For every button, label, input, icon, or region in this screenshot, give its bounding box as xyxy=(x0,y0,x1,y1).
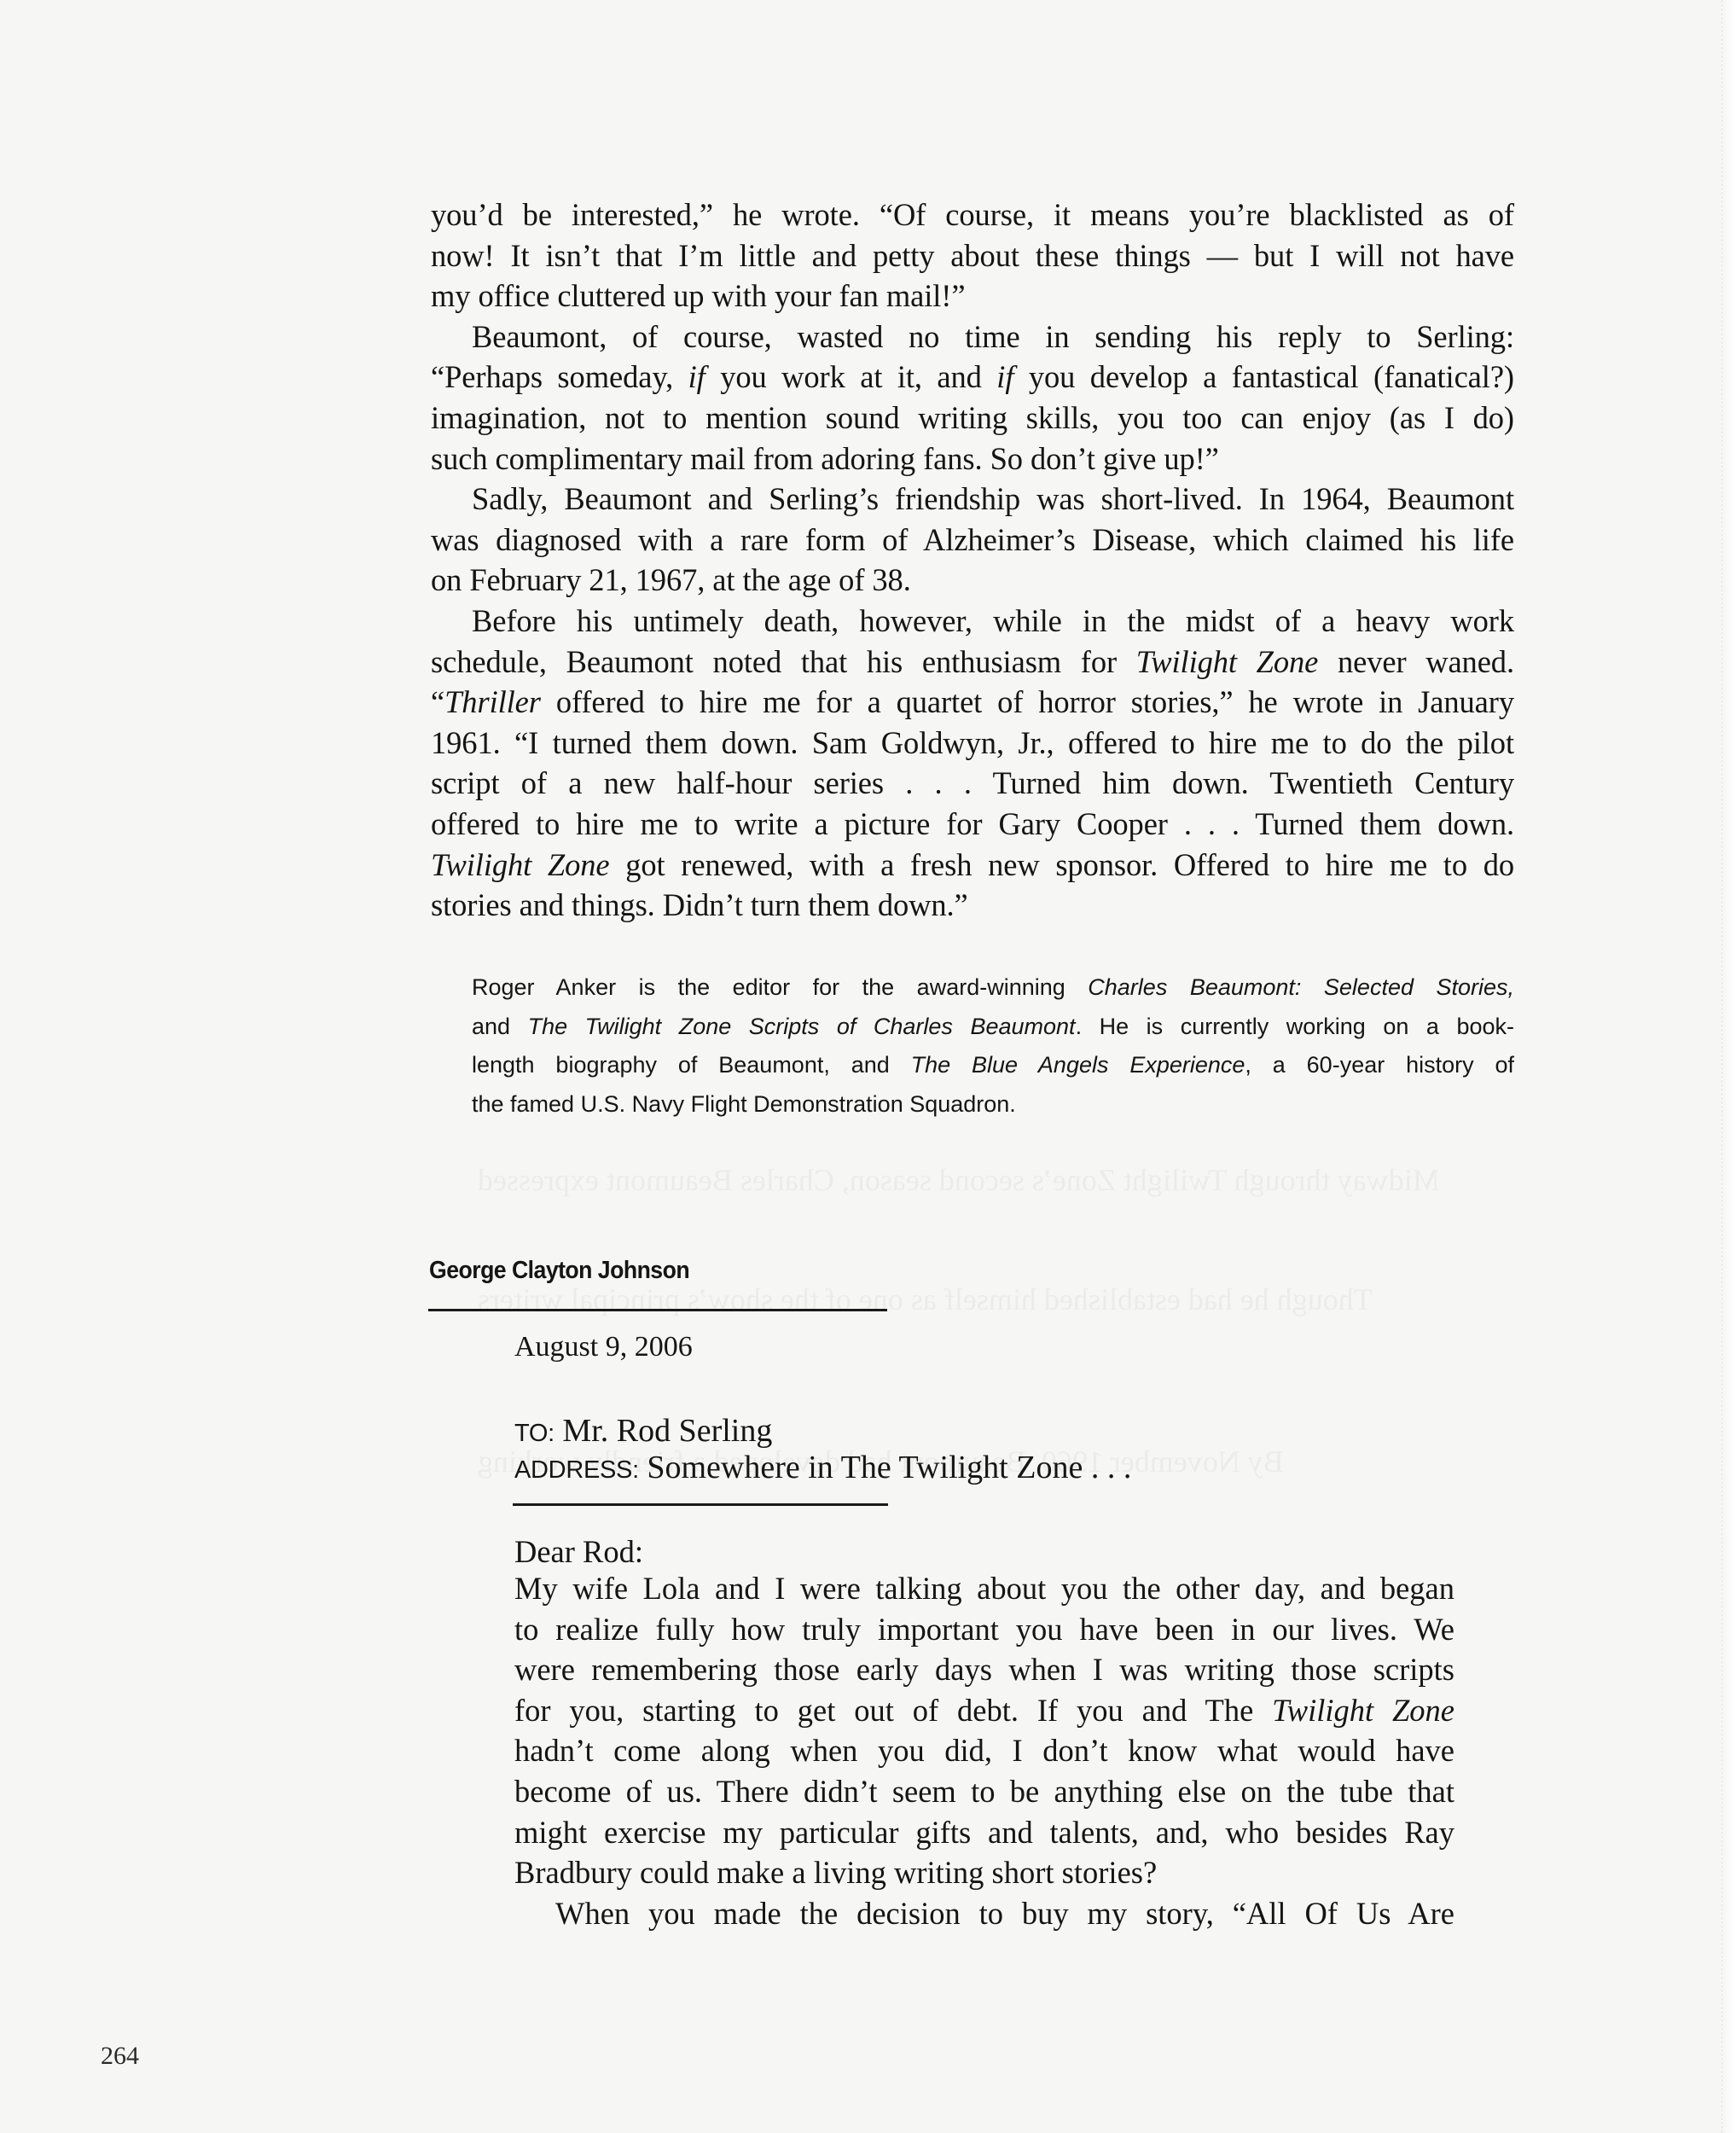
bleed-through-texture xyxy=(478,1160,1440,1201)
bio-line xyxy=(472,1008,1514,1047)
letter-salutation: Dear Rod: xyxy=(514,1534,644,1569)
italic-title: Thriller xyxy=(444,684,541,720)
text-line xyxy=(431,439,1514,479)
text-line xyxy=(431,235,1514,276)
text-run: you’d be interested,” he wrote. “Of course, it means you’re blacklisted as of xyxy=(431,197,1514,232)
text-run: my office cluttered up with your fan mail!” xyxy=(431,278,966,314)
paragraph xyxy=(431,479,1514,601)
letter-body xyxy=(514,1568,1454,1933)
italic-title: The Twilight Zone Scripts of Charles Beaumont xyxy=(527,1013,1076,1039)
bio-line xyxy=(472,1046,1514,1085)
page-number: 264 xyxy=(101,2042,139,2070)
text-run: My wife Lola and I were talking about you the other day, and began xyxy=(514,1571,1454,1606)
text-line xyxy=(431,642,1514,683)
italic-title: Charles Beaumont: Selected Stories, xyxy=(1088,974,1515,1000)
text-run: might exercise my particular gifts and talents, and, who besides Ray xyxy=(514,1814,1454,1850)
text-line xyxy=(431,357,1514,398)
text-line xyxy=(431,763,1514,804)
text-line xyxy=(431,479,1514,520)
bio-line xyxy=(472,968,1514,1008)
letter-line xyxy=(514,1649,1454,1690)
italic-title: if xyxy=(996,359,1014,395)
letter-line xyxy=(514,1609,1454,1650)
text-run: Beaumont, of course, wasted no time in sending his reply to Serling: xyxy=(472,318,1514,354)
text-run: Bradbury could make a living writing short stories? xyxy=(514,1855,1158,1891)
text-run: such complimentary mail from adoring fans. So don’t give up!” xyxy=(431,440,1219,476)
text-run: Before his untimely death, however, while in the midst of a heavy work xyxy=(472,602,1514,638)
text-run: offered to hire me for a quartet of horror stories,” he wrote in January xyxy=(540,684,1514,720)
text-run: you develop a fantastical (fanatical?) xyxy=(1013,359,1514,395)
letter-line xyxy=(514,1893,1454,1934)
to-value: Mr. Rod Serling xyxy=(554,1413,773,1449)
address-rule xyxy=(513,1503,888,1506)
text-line xyxy=(431,195,1514,235)
text-run: imagination, not to mention sound writing skills, you too can enjoy (as I do) xyxy=(431,399,1514,435)
text-run: for you, starting to get out of debt. If you and The xyxy=(514,1692,1273,1728)
text-run: the famed U.S. Navy Flight Demonstration Squadron. xyxy=(472,1090,1016,1117)
page-edge xyxy=(1721,0,1736,2133)
bio-line xyxy=(472,1085,1514,1125)
text-run: you work at it, and xyxy=(705,359,997,395)
text-line xyxy=(431,804,1514,845)
address-value: Somewhere in The Twilight Zone . . . xyxy=(638,1450,1132,1485)
heading-rule xyxy=(428,1309,887,1311)
text-line xyxy=(431,317,1514,357)
text-run: Roger Anker is the editor for the award-winning xyxy=(472,974,1089,1000)
letter-line xyxy=(514,1852,1454,1893)
letter-line xyxy=(514,1771,1454,1812)
text-line xyxy=(431,520,1514,561)
essay-body xyxy=(431,195,1514,926)
contributor-bio xyxy=(472,968,1514,1124)
letter-line xyxy=(514,1730,1454,1771)
bleed-through-texture xyxy=(478,1280,1373,1321)
italic-title: Twilight Zone xyxy=(1135,643,1319,679)
text-run: hadn’t come along when you did, I don’t know what would have xyxy=(514,1733,1454,1769)
italic-title: Twilight Zone xyxy=(1272,1692,1455,1728)
text-line xyxy=(431,723,1514,764)
letter-recipient xyxy=(514,1412,1454,1450)
text-run: script of a new half-hour series . . . Turned him down. Twentieth Century xyxy=(431,765,1514,801)
text-run: got renewed, with a fresh new sponsor. Offered to hire me to do xyxy=(609,846,1514,882)
text-run: to realize fully how truly important you have been in our lives. We xyxy=(514,1611,1454,1647)
text-run: Sadly, Beaumont and Serling’s friendship was short-lived. In 1964, Beaumont xyxy=(472,481,1514,517)
section-heading: George Clayton Johnson xyxy=(429,1257,690,1284)
text-line xyxy=(431,885,1514,926)
text-run: on February 21, 1967, at the age of 38. xyxy=(431,562,911,598)
text-line xyxy=(431,560,1514,601)
text-run: When you made the decision to buy my story, “All Of Us Are xyxy=(555,1895,1454,1931)
paragraph xyxy=(431,317,1514,479)
text-run: length biography of Beaumont, and xyxy=(472,1052,911,1078)
italic-title: if xyxy=(688,359,705,395)
text-line xyxy=(431,601,1514,642)
letter-address xyxy=(514,1449,1454,1486)
text-run: stories and things. Didn’t turn them down.” xyxy=(431,887,968,923)
address-label: ADDRESS: xyxy=(514,1456,639,1484)
letter-line xyxy=(514,1690,1454,1731)
paragraph xyxy=(431,195,1514,317)
italic-title: The Blue Angels Experience xyxy=(910,1052,1245,1078)
text-run: , a 60-year history of xyxy=(1245,1052,1514,1078)
paragraph xyxy=(431,601,1514,926)
to-label: TO: xyxy=(514,1420,554,1447)
text-run: . He is currently working on a book- xyxy=(1075,1013,1514,1039)
text-run: “Perhaps someday, xyxy=(431,359,688,395)
text-line xyxy=(431,398,1514,439)
text-line xyxy=(431,845,1514,886)
text-run: was diagnosed with a rare form of Alzheimer’s Disease, which claimed his life xyxy=(431,521,1514,557)
text-line xyxy=(431,682,1514,723)
text-run: 1961. “I turned them down. Sam Goldwyn, Jr., offered to hire me to do the pilot xyxy=(431,724,1514,760)
text-run: offered to hire me to write a picture for Gary Cooper . . . Turned them down. xyxy=(431,805,1514,841)
italic-title: Twilight Zone xyxy=(431,846,610,882)
text-line xyxy=(431,276,1514,317)
letter-date: August 9, 2006 xyxy=(514,1331,693,1363)
text-run: and xyxy=(472,1013,528,1039)
text-run: were remembering those early days when I was writing those scripts xyxy=(514,1652,1454,1688)
text-run: now! It isn’t that I’m little and petty about these things — but I will not have xyxy=(431,237,1514,273)
text-run: schedule, Beaumont noted that his enthusiasm for xyxy=(431,643,1136,679)
letter-line xyxy=(514,1812,1454,1853)
text-run: never waned. xyxy=(1318,643,1514,679)
text-run: become of us. There didn’t seem to be anything else on the tube that xyxy=(514,1773,1454,1809)
text-run: “ xyxy=(431,684,445,720)
letter-line xyxy=(514,1568,1454,1609)
